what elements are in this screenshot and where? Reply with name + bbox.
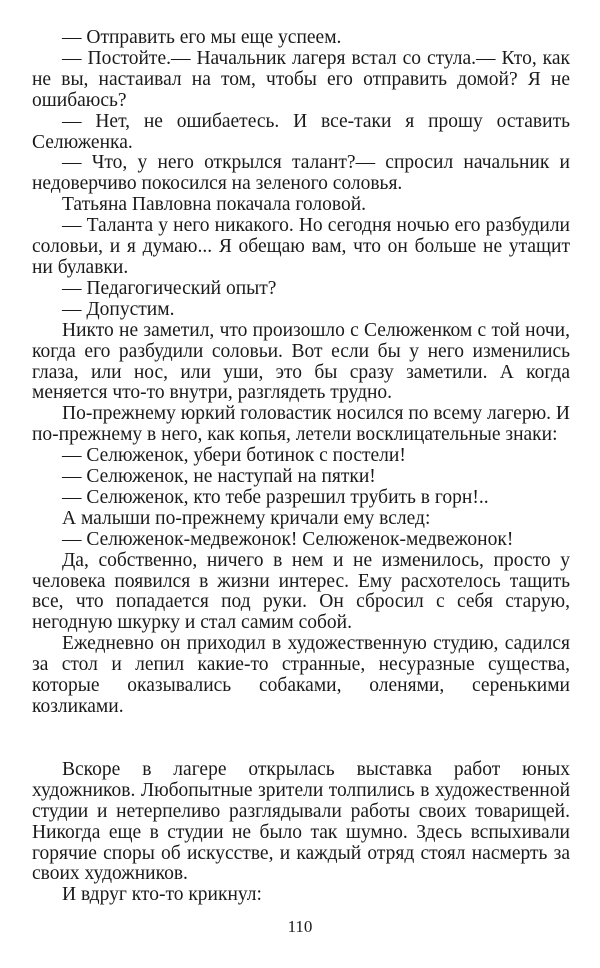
section-break <box>32 718 570 760</box>
paragraph-4: — Что, у него открылся талант?— спросил начальник и недоверчиво покосился на зеленого соловья. <box>32 152 570 195</box>
page-number: 110 <box>287 917 313 936</box>
paragraph-11: — Селюженок, убери ботинок с постели! <box>62 445 406 467</box>
paragraph-16: Да, собственно, ничего в нем и не изменилось, просто у человека появился в жизни интерес. Ему расхотелось тащить все, что попадается под руки. Он сбросил с себя старую, негодную шкурку и стал самим собой. <box>32 549 570 634</box>
paragraph-1: — Отправить его мы еще успеем. <box>62 27 342 48</box>
paragraph-9: Никто не заметил, что произошло с Селюженком с той ночи, когда его разбудили соловьи. Вот если бы у него изменились глаза, или нос, или уши, это бы сразу заметили. А когда меняется что-то внутри, разглядеть трудно. <box>32 319 570 404</box>
paragraph-14: А малыши по-прежнему кричали ему вслед: <box>62 507 431 529</box>
paragraph-13: — Селюженок, кто тебе разрешил трубить в горн!.. <box>62 486 489 508</box>
paragraph-10: По-прежнему юркий головастик носился по всему лагерю. И по-прежнему в него, как копья, летели восклицательные знаки: <box>32 403 570 446</box>
paragraph-18: Вскоре в лагере открылась выставка работ юных художников. Любопытные зрители толпились в художественной студии и нетерпеливо разглядывали работы своих товарищей. Никогда еще в студии не было так шумно. Здесь вспыхивали горячие споры об искусстве, и каждый отряд стоял насмерть за своих художников. <box>32 758 570 885</box>
paragraph-17: Ежедневно он приходил в художественную студию, садился за стол и лепил какие-то странные, несуразные существа, которые оказывались собаками, оленями, серенькими козликами. <box>32 633 570 717</box>
paragraph-12: — Селюженок, не наступай на пятки! <box>62 466 376 488</box>
paragraph-6: — Таланта у него никакого. Но сегодня ночью его разбудили соловьи, и я думаю... Я обещаю вам, что он больше не утащит ни булавки. <box>32 215 570 278</box>
paragraph-7: — Педагогический опыт? <box>62 277 277 299</box>
paragraph-19: И вдруг кто-то крикнул: <box>62 884 262 906</box>
paragraph-2: — Постойте.— Начальник лагеря встал со стула.— Кто, как не вы, настаивал на том, чтобы его отправить домой? Я не ошибаюсь? <box>32 47 570 111</box>
paragraph-3: — Нет, не ошибаетесь. И все-таки я прошу оставить Селюженка. <box>32 110 570 153</box>
paragraph-15: — Селюженок-медвежонок! Селюженок-медвежонок! <box>62 528 514 550</box>
paragraph-8: — Допустим. <box>62 298 175 320</box>
book-page <box>32 28 570 906</box>
paragraph-5: Татьяна Павловна покачала головой. <box>62 194 367 216</box>
